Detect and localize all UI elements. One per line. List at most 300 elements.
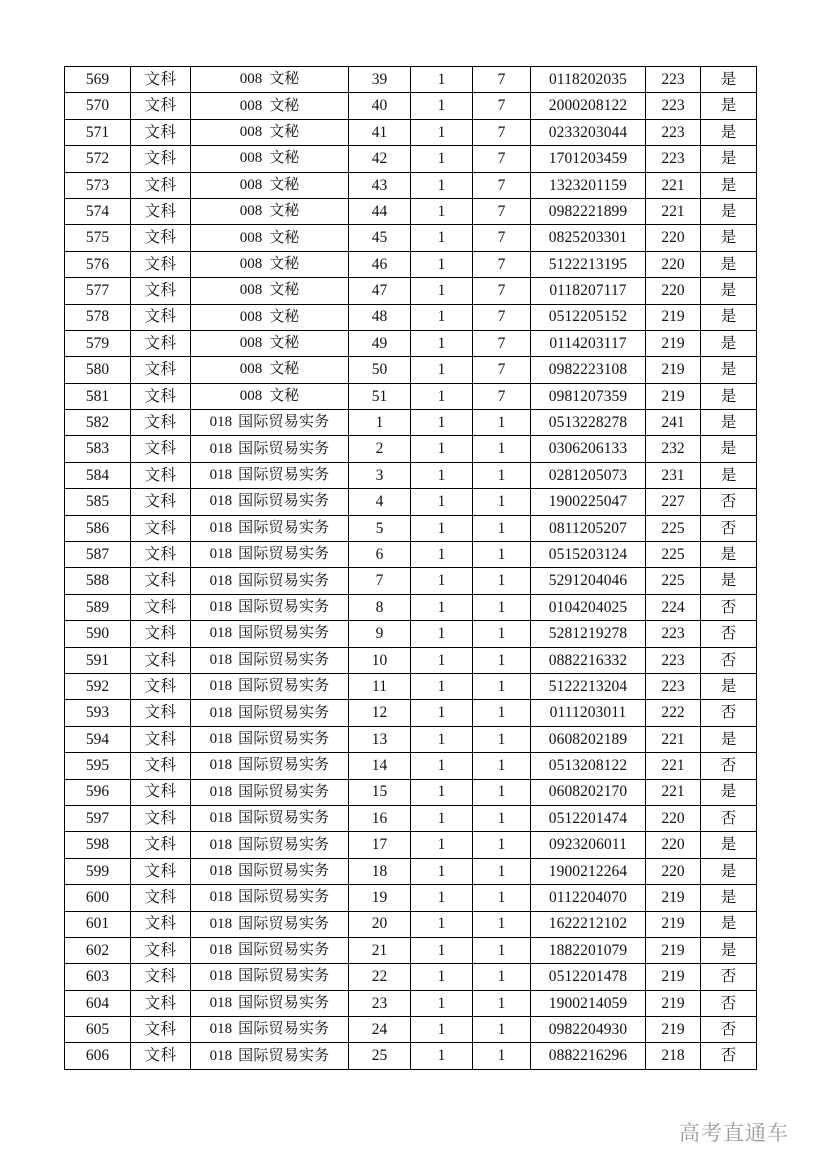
- cell-sequence-number: 603: [65, 964, 131, 990]
- cell-major-index: 1: [473, 621, 531, 647]
- major-cell-wrap: [193, 811, 346, 826]
- major-code: 018: [209, 889, 233, 906]
- cell-major-index: 7: [473, 198, 531, 224]
- cell-volunteer: 1: [411, 67, 473, 93]
- major-name: 国际贸易实务: [238, 467, 330, 484]
- cell-volunteer: 1: [411, 621, 473, 647]
- cell-volunteer: 1: [411, 357, 473, 383]
- cell-total-score: 224: [646, 594, 701, 620]
- cell-volunteer: 1: [411, 436, 473, 462]
- cell-exam-number: 1900212264: [531, 858, 646, 884]
- major-cell-wrap: [193, 626, 346, 641]
- table-row: [65, 594, 757, 620]
- cell-major-index: 1: [473, 885, 531, 911]
- cell-sequence-number: 602: [65, 937, 131, 963]
- major-name: 文秘: [269, 150, 300, 167]
- cell-major-index: 1: [473, 937, 531, 963]
- cell-exam-number: 1900225047: [531, 489, 646, 515]
- major-code: 018: [209, 968, 233, 985]
- cell-major-rank: 21: [349, 937, 411, 963]
- cell-major-index: 7: [473, 93, 531, 119]
- major-name: 文秘: [269, 229, 300, 246]
- cell-exam-number: 0825203301: [531, 225, 646, 251]
- major-cell-wrap: [193, 758, 346, 773]
- cell-major-rank: 1: [349, 410, 411, 436]
- cell-category: 文科: [131, 67, 191, 93]
- cell-major-index: 1: [473, 858, 531, 884]
- cell-total-score: 225: [646, 568, 701, 594]
- cell-major: [191, 594, 349, 620]
- cell-category: 文科: [131, 304, 191, 330]
- major-code: 018: [209, 599, 233, 615]
- major-name: 国际贸易实务: [238, 572, 330, 589]
- cell-category: 文科: [131, 700, 191, 726]
- major-cell-wrap: [193, 362, 346, 377]
- cell-admitted-flag: 是: [701, 410, 757, 436]
- cell-total-score: 241: [646, 410, 701, 436]
- major-code: 018: [209, 651, 233, 668]
- major-name: 文秘: [269, 387, 300, 404]
- major-code: 008: [239, 203, 263, 220]
- major-code: 008: [239, 308, 263, 325]
- cell-major-rank: 4: [349, 489, 411, 515]
- cell-major: [191, 172, 349, 198]
- table-row: [65, 462, 757, 488]
- cell-category: 文科: [131, 146, 191, 172]
- major-cell-wrap: [193, 389, 346, 404]
- cell-major-rank: 44: [349, 198, 411, 224]
- cell-sequence-number: 569: [65, 67, 131, 93]
- cell-category: 文科: [131, 489, 191, 515]
- cell-major-rank: 10: [349, 647, 411, 673]
- cell-total-score: 223: [646, 93, 701, 119]
- major-name: 国际贸易实务: [238, 651, 330, 668]
- cell-exam-number: 0112204070: [531, 885, 646, 911]
- cell-major-rank: 19: [349, 885, 411, 911]
- cell-major-rank: 12: [349, 700, 411, 726]
- major-name: 国际贸易实务: [238, 678, 330, 695]
- major-cell-wrap: [193, 442, 346, 457]
- cell-total-score: 223: [646, 119, 701, 145]
- cell-major-index: 7: [473, 146, 531, 172]
- cell-major: [191, 647, 349, 673]
- major-cell-wrap: [193, 204, 346, 219]
- table-row: [65, 990, 757, 1016]
- major-code: 008: [239, 282, 263, 299]
- cell-admitted-flag: 是: [701, 357, 757, 383]
- cell-total-score: 232: [646, 436, 701, 462]
- cell-exam-number: 5291204046: [531, 568, 646, 594]
- cell-major: [191, 225, 349, 251]
- cell-major-index: 1: [473, 726, 531, 752]
- major-cell-wrap: [193, 72, 346, 87]
- cell-major-index: 1: [473, 647, 531, 673]
- cell-major-rank: 23: [349, 990, 411, 1016]
- table-row: [65, 1017, 757, 1043]
- cell-total-score: 221: [646, 753, 701, 779]
- cell-major: [191, 937, 349, 963]
- cell-major: [191, 119, 349, 145]
- major-cell-wrap: [193, 257, 346, 272]
- cell-total-score: 222: [646, 700, 701, 726]
- cell-admitted-flag: 否: [701, 1043, 757, 1069]
- major-cell-wrap: [193, 99, 346, 114]
- table-row: [65, 198, 757, 224]
- major-cell-wrap: [193, 917, 346, 932]
- major-name: 文秘: [269, 203, 300, 220]
- cell-major: [191, 198, 349, 224]
- cell-major: [191, 858, 349, 884]
- major-cell-wrap: [193, 283, 346, 298]
- cell-total-score: 220: [646, 805, 701, 831]
- major-name: 国际贸易实务: [238, 757, 330, 774]
- cell-sequence-number: 594: [65, 726, 131, 752]
- major-code: 018: [209, 1021, 233, 1038]
- cell-exam-number: 0981207359: [531, 383, 646, 409]
- cell-major: [191, 515, 349, 541]
- cell-category: 文科: [131, 515, 191, 541]
- major-code: 018: [209, 704, 233, 721]
- cell-admitted-flag: 是: [701, 885, 757, 911]
- major-name: 国际贸易实务: [238, 942, 330, 959]
- cell-major-index: 1: [473, 436, 531, 462]
- cell-admitted-flag: 是: [701, 462, 757, 488]
- cell-major-index: 1: [473, 779, 531, 805]
- cell-volunteer: 1: [411, 700, 473, 726]
- major-cell-wrap: [193, 890, 346, 905]
- cell-exam-number: 0512201474: [531, 805, 646, 831]
- cell-major-rank: 2: [349, 436, 411, 462]
- cell-major: [191, 990, 349, 1016]
- cell-category: 文科: [131, 673, 191, 699]
- major-name: 国际贸易实务: [238, 519, 330, 536]
- cell-admitted-flag: 是: [701, 67, 757, 93]
- major-name: 文秘: [269, 361, 300, 378]
- cell-major-index: 1: [473, 1017, 531, 1043]
- cell-major-index: 7: [473, 119, 531, 145]
- cell-sequence-number: 599: [65, 858, 131, 884]
- table-row: [65, 726, 757, 752]
- cell-volunteer: 1: [411, 832, 473, 858]
- major-name: 国际贸易实务: [238, 414, 330, 431]
- cell-volunteer: 1: [411, 251, 473, 277]
- table-row: [65, 542, 757, 568]
- cell-total-score: 225: [646, 515, 701, 541]
- major-cell-wrap: [193, 706, 346, 721]
- cell-volunteer: 1: [411, 726, 473, 752]
- cell-category: 文科: [131, 93, 191, 119]
- cell-major-rank: 13: [349, 726, 411, 752]
- cell-total-score: 223: [646, 146, 701, 172]
- cell-admitted-flag: 是: [701, 198, 757, 224]
- cell-category: 文科: [131, 568, 191, 594]
- major-cell-wrap: [193, 996, 346, 1011]
- cell-major-index: 7: [473, 251, 531, 277]
- table-row: [65, 251, 757, 277]
- cell-admitted-flag: 是: [701, 858, 757, 884]
- cell-major-rank: 9: [349, 621, 411, 647]
- cell-sequence-number: 597: [65, 805, 131, 831]
- cell-volunteer: 1: [411, 990, 473, 1016]
- cell-total-score: 219: [646, 357, 701, 383]
- cell-major-index: 7: [473, 383, 531, 409]
- cell-sequence-number: 593: [65, 700, 131, 726]
- cell-exam-number: 5281219278: [531, 621, 646, 647]
- cell-sequence-number: 581: [65, 383, 131, 409]
- cell-major: [191, 542, 349, 568]
- major-cell-wrap: [193, 125, 346, 140]
- cell-sequence-number: 601: [65, 911, 131, 937]
- table-row: [65, 67, 757, 93]
- cell-admitted-flag: 否: [701, 990, 757, 1016]
- cell-major-rank: 15: [349, 779, 411, 805]
- cell-major-index: 1: [473, 1043, 531, 1069]
- cell-category: 文科: [131, 1017, 191, 1043]
- cell-sequence-number: 572: [65, 146, 131, 172]
- major-code: 008: [239, 71, 263, 88]
- major-code: 018: [209, 519, 233, 536]
- cell-exam-number: 0104204025: [531, 594, 646, 620]
- admission-roster-table: [64, 66, 757, 1070]
- cell-major-rank: 42: [349, 146, 411, 172]
- cell-major-rank: 6: [349, 542, 411, 568]
- cell-major-rank: 25: [349, 1043, 411, 1069]
- cell-major-index: 1: [473, 805, 531, 831]
- cell-exam-number: 0512201478: [531, 964, 646, 990]
- cell-category: 文科: [131, 410, 191, 436]
- cell-total-score: 221: [646, 779, 701, 805]
- cell-sequence-number: 579: [65, 330, 131, 356]
- cell-admitted-flag: 是: [701, 278, 757, 304]
- cell-total-score: 231: [646, 462, 701, 488]
- cell-admitted-flag: 否: [701, 594, 757, 620]
- cell-sequence-number: 570: [65, 93, 131, 119]
- cell-major-rank: 14: [349, 753, 411, 779]
- cell-sequence-number: 584: [65, 462, 131, 488]
- major-code: 018: [209, 467, 233, 484]
- cell-major-index: 1: [473, 911, 531, 937]
- major-code: 008: [239, 335, 263, 352]
- cell-sequence-number: 592: [65, 673, 131, 699]
- major-name: 国际贸易实务: [238, 836, 330, 853]
- cell-admitted-flag: 否: [701, 489, 757, 515]
- cell-category: 文科: [131, 251, 191, 277]
- cell-total-score: 219: [646, 937, 701, 963]
- major-cell-wrap: [193, 521, 346, 536]
- cell-major: [191, 489, 349, 515]
- cell-major: [191, 436, 349, 462]
- major-code: 018: [209, 493, 233, 510]
- cell-admitted-flag: 是: [701, 304, 757, 330]
- cell-total-score: 223: [646, 67, 701, 93]
- cell-major-index: 1: [473, 832, 531, 858]
- cell-volunteer: 1: [411, 410, 473, 436]
- major-name: 国际贸易实务: [238, 1047, 330, 1064]
- cell-total-score: 223: [646, 673, 701, 699]
- cell-exam-number: 1622212102: [531, 911, 646, 937]
- cell-major: [191, 753, 349, 779]
- major-name: 国际贸易实务: [238, 994, 330, 1011]
- cell-volunteer: 1: [411, 489, 473, 515]
- table-row: [65, 330, 757, 356]
- major-name: 国际贸易实务: [238, 599, 330, 615]
- cell-sequence-number: 604: [65, 990, 131, 1016]
- cell-admitted-flag: 是: [701, 436, 757, 462]
- cell-volunteer: 1: [411, 673, 473, 699]
- major-code: 008: [239, 176, 263, 193]
- major-code: 018: [209, 994, 233, 1011]
- cell-major: [191, 568, 349, 594]
- table-row: [65, 647, 757, 673]
- cell-sequence-number: 583: [65, 436, 131, 462]
- cell-category: 文科: [131, 542, 191, 568]
- cell-category: 文科: [131, 357, 191, 383]
- cell-category: 文科: [131, 1043, 191, 1069]
- table-row: [65, 753, 757, 779]
- table-row: [65, 172, 757, 198]
- cell-total-score: 220: [646, 278, 701, 304]
- cell-major-rank: 22: [349, 964, 411, 990]
- cell-major-rank: 16: [349, 805, 411, 831]
- cell-major-index: 7: [473, 172, 531, 198]
- cell-major-index: 7: [473, 304, 531, 330]
- table-row: [65, 858, 757, 884]
- cell-major-rank: 8: [349, 594, 411, 620]
- major-cell-wrap: [193, 732, 346, 747]
- cell-major: [191, 251, 349, 277]
- cell-major-index: 1: [473, 462, 531, 488]
- cell-exam-number: 0512205152: [531, 304, 646, 330]
- cell-admitted-flag: 否: [701, 1017, 757, 1043]
- cell-major: [191, 383, 349, 409]
- cell-major-rank: 41: [349, 119, 411, 145]
- major-code: 018: [209, 414, 233, 431]
- table-row: [65, 225, 757, 251]
- cell-major: [191, 673, 349, 699]
- cell-category: 文科: [131, 621, 191, 647]
- cell-exam-number: 1701203459: [531, 146, 646, 172]
- cell-major-rank: 49: [349, 330, 411, 356]
- major-name: 国际贸易实务: [238, 862, 330, 879]
- cell-volunteer: 1: [411, 779, 473, 805]
- cell-volunteer: 1: [411, 594, 473, 620]
- cell-total-score: 219: [646, 911, 701, 937]
- cell-exam-number: 0515203124: [531, 542, 646, 568]
- major-code: 018: [209, 572, 233, 589]
- cell-volunteer: 1: [411, 172, 473, 198]
- table-row: [65, 568, 757, 594]
- major-cell-wrap: [193, 310, 346, 325]
- cell-major-index: 7: [473, 225, 531, 251]
- table-row: [65, 673, 757, 699]
- cell-major-rank: 51: [349, 383, 411, 409]
- cell-major: [191, 410, 349, 436]
- cell-sequence-number: 574: [65, 198, 131, 224]
- cell-major-index: 1: [473, 568, 531, 594]
- cell-total-score: 227: [646, 489, 701, 515]
- major-code: 018: [209, 942, 233, 959]
- major-name: 文秘: [269, 71, 300, 88]
- cell-volunteer: 1: [411, 753, 473, 779]
- cell-admitted-flag: 是: [701, 832, 757, 858]
- cell-category: 文科: [131, 964, 191, 990]
- major-name: 文秘: [269, 176, 300, 193]
- table-row: [65, 621, 757, 647]
- cell-exam-number: 5122213204: [531, 673, 646, 699]
- cell-total-score: 220: [646, 251, 701, 277]
- cell-sequence-number: 591: [65, 647, 131, 673]
- cell-category: 文科: [131, 647, 191, 673]
- cell-sequence-number: 578: [65, 304, 131, 330]
- cell-volunteer: 1: [411, 1043, 473, 1069]
- cell-exam-number: 0608202170: [531, 779, 646, 805]
- cell-volunteer: 1: [411, 304, 473, 330]
- cell-major-index: 1: [473, 410, 531, 436]
- cell-major: [191, 621, 349, 647]
- cell-exam-number: 0114203117: [531, 330, 646, 356]
- cell-exam-number: 0811205207: [531, 515, 646, 541]
- cell-admitted-flag: 是: [701, 726, 757, 752]
- cell-category: 文科: [131, 330, 191, 356]
- cell-total-score: 219: [646, 885, 701, 911]
- cell-volunteer: 1: [411, 146, 473, 172]
- table-row: [65, 146, 757, 172]
- cell-admitted-flag: 否: [701, 515, 757, 541]
- cell-admitted-flag: 是: [701, 146, 757, 172]
- cell-sequence-number: 595: [65, 753, 131, 779]
- cell-total-score: 221: [646, 198, 701, 224]
- cell-exam-number: 0982204930: [531, 1017, 646, 1043]
- cell-exam-number: 1882201079: [531, 937, 646, 963]
- cell-major-index: 1: [473, 990, 531, 1016]
- cell-exam-number: 0118207117: [531, 278, 646, 304]
- cell-admitted-flag: 是: [701, 568, 757, 594]
- cell-exam-number: 1900214059: [531, 990, 646, 1016]
- cell-major: [191, 1043, 349, 1069]
- cell-total-score: 219: [646, 1017, 701, 1043]
- major-code: 018: [209, 546, 233, 563]
- cell-category: 文科: [131, 383, 191, 409]
- cell-major-index: 7: [473, 67, 531, 93]
- cell-exam-number: 0882216296: [531, 1043, 646, 1069]
- cell-sequence-number: 586: [65, 515, 131, 541]
- cell-sequence-number: 577: [65, 278, 131, 304]
- table-row: [65, 489, 757, 515]
- major-code: 018: [209, 810, 233, 827]
- cell-exam-number: 2000208122: [531, 93, 646, 119]
- cell-major-rank: 7: [349, 568, 411, 594]
- major-cell-wrap: [193, 785, 346, 800]
- table-row: [65, 93, 757, 119]
- cell-major-index: 7: [473, 278, 531, 304]
- cell-sequence-number: 576: [65, 251, 131, 277]
- cell-sequence-number: 606: [65, 1043, 131, 1069]
- major-name: 国际贸易实务: [238, 783, 330, 800]
- cell-total-score: 219: [646, 304, 701, 330]
- cell-total-score: 219: [646, 990, 701, 1016]
- cell-admitted-flag: 是: [701, 911, 757, 937]
- major-code: 018: [209, 915, 233, 932]
- cell-volunteer: 1: [411, 885, 473, 911]
- cell-volunteer: 1: [411, 278, 473, 304]
- cell-major-rank: 11: [349, 673, 411, 699]
- cell-major: [191, 964, 349, 990]
- major-cell-wrap: [193, 838, 346, 853]
- cell-major: [191, 67, 349, 93]
- cell-volunteer: 1: [411, 1017, 473, 1043]
- cell-major-rank: 17: [349, 832, 411, 858]
- major-cell-wrap: [193, 864, 346, 879]
